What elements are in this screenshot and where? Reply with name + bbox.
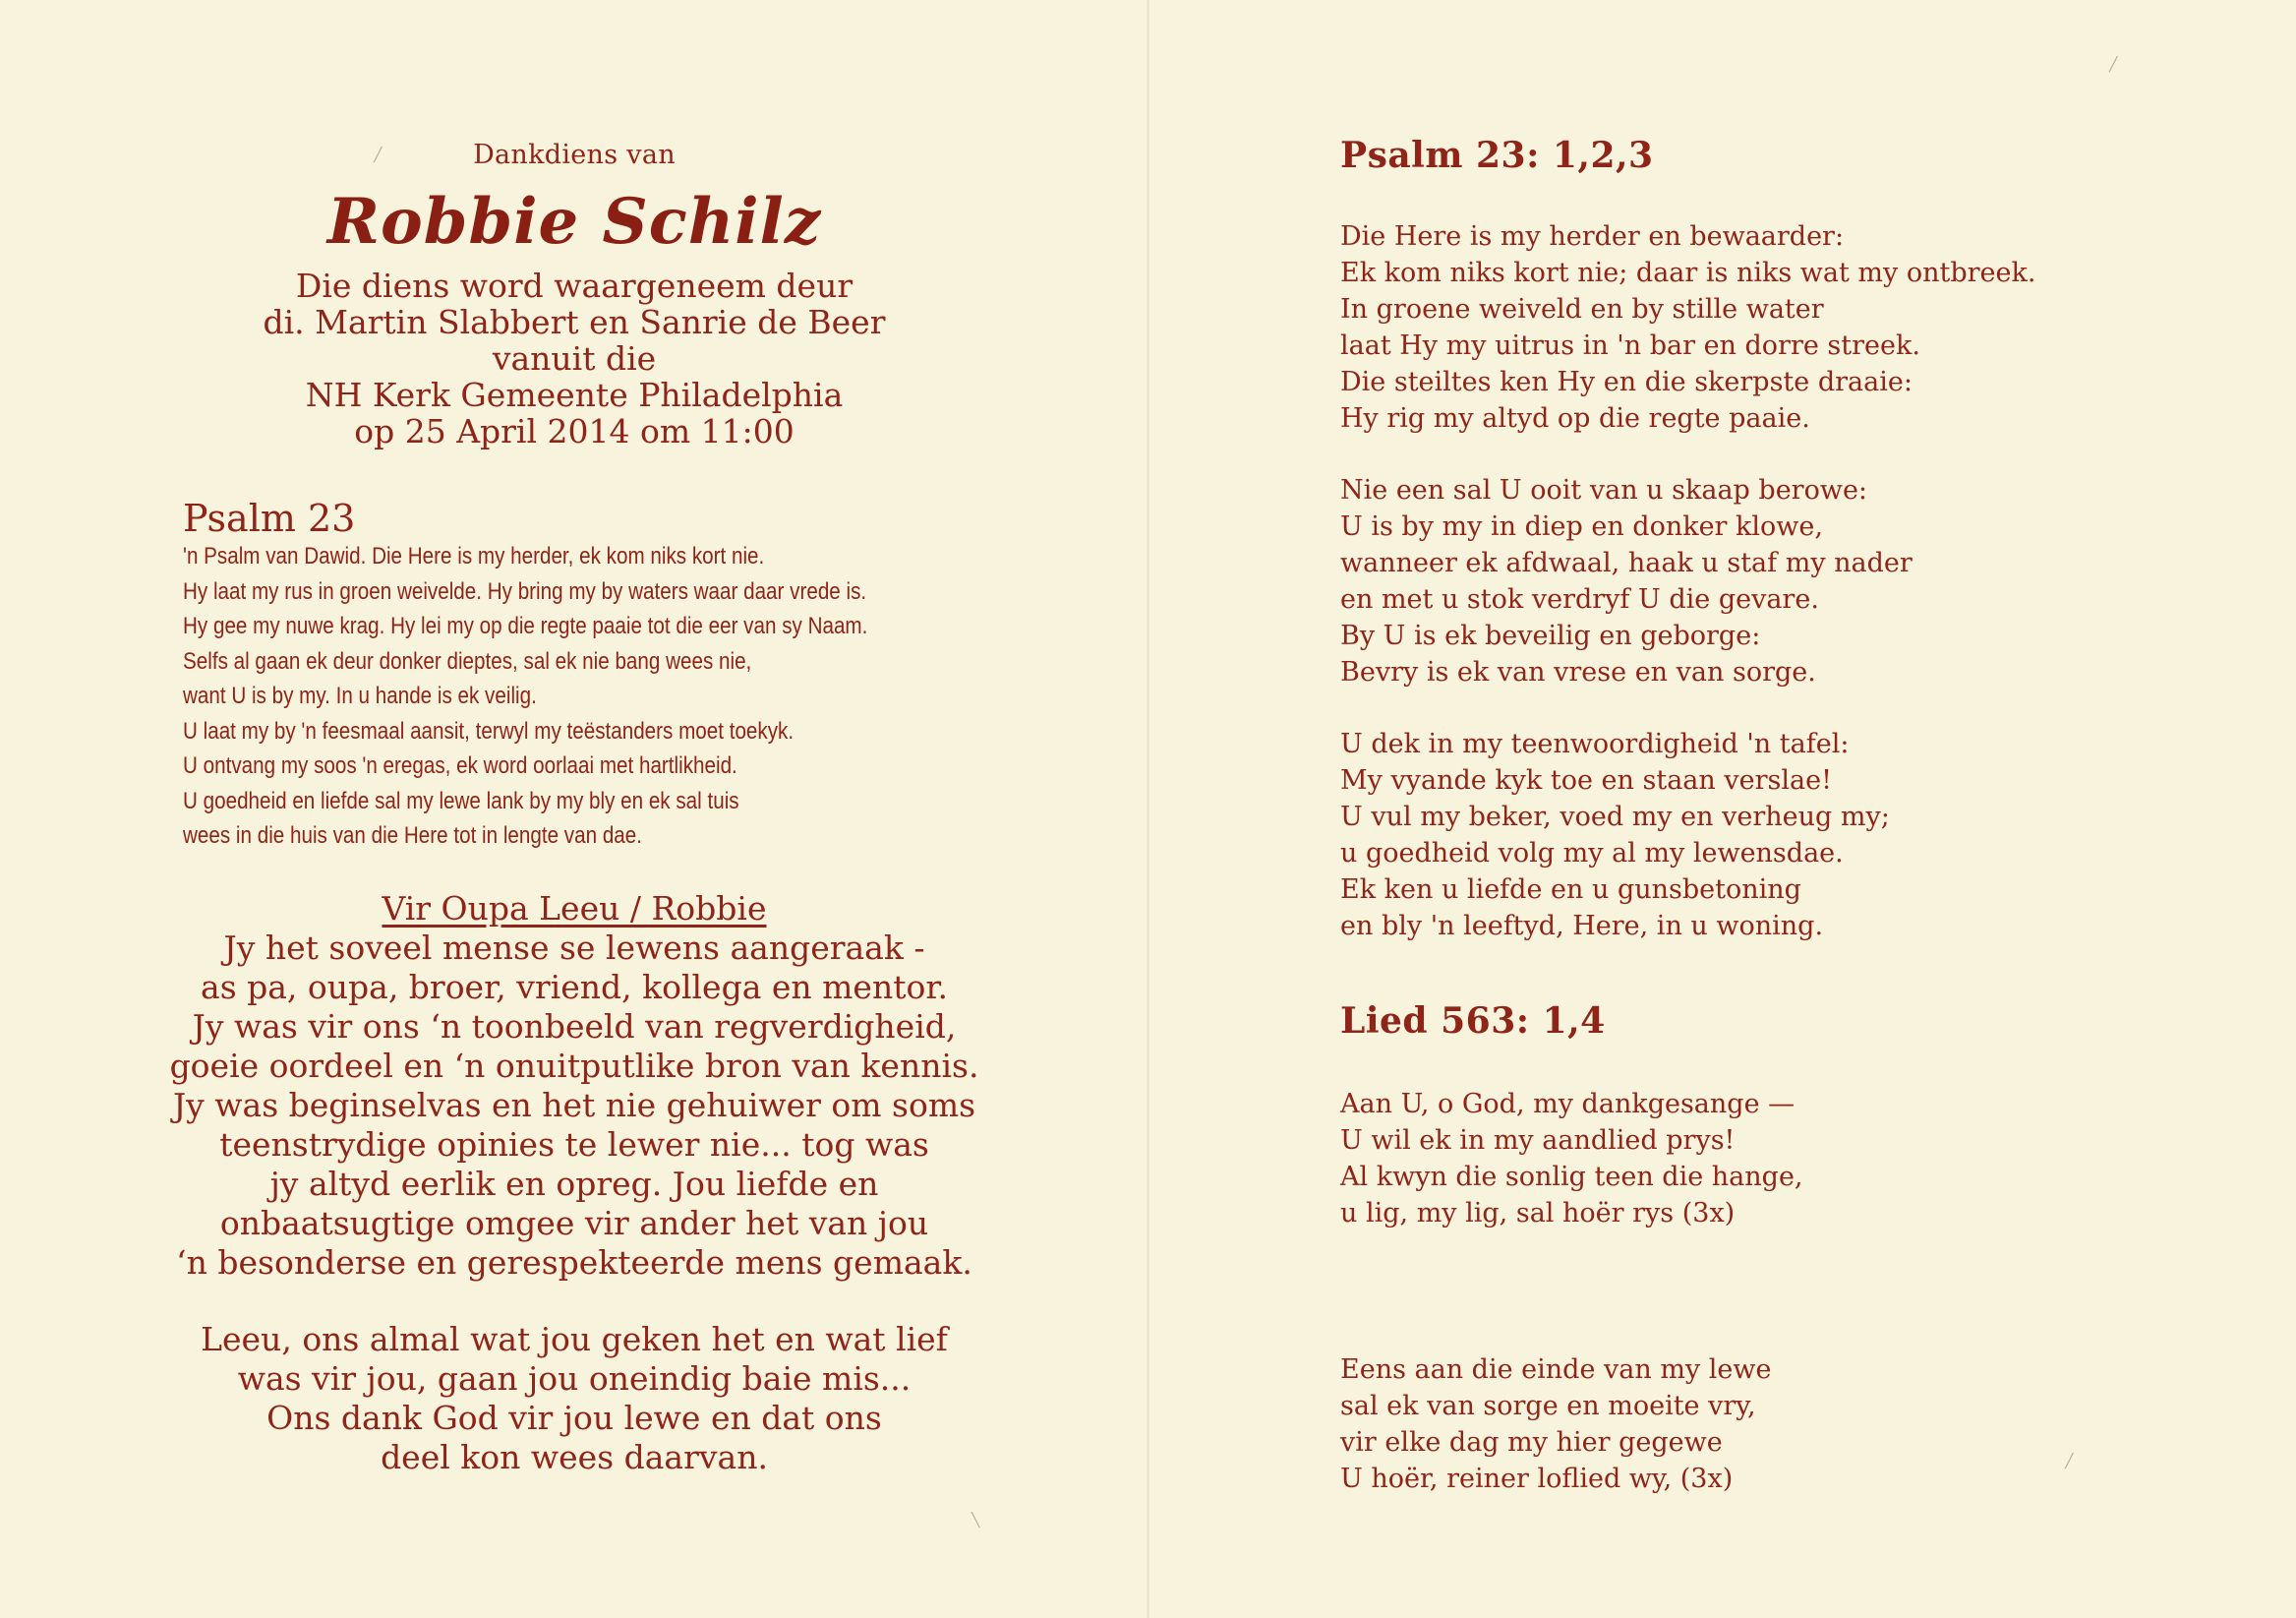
verse-line: Nie een sal U ooit van u skaap berowe: xyxy=(1340,475,1868,506)
hymn-verse xyxy=(1340,726,2127,944)
verse-line: U wil ek in my aandlied prys! xyxy=(1340,1125,1736,1156)
paper-fibre: ╱ xyxy=(2065,1454,2074,1469)
title-gap xyxy=(1340,1041,2127,1086)
verse-line: Die Here is my herder en bewaarder: xyxy=(1340,221,1845,252)
verse-line: U is by my in diep en donker klowe, xyxy=(1340,511,1823,542)
psalm-line: wees in die huis van die Here tot in lengte van dae. xyxy=(183,822,642,849)
service-line: Die diens word waargeneem deur xyxy=(295,267,854,305)
psalm-line: U ontvang my soos 'n eregas, ek word oorlaai met hartlikheid. xyxy=(183,752,737,779)
verse-line: wanneer ek afdwaal, haak u staf my nader xyxy=(1340,548,1913,578)
verse-line: Die steiltes ken Hy en die skerpste draaie: xyxy=(1340,367,1913,397)
verse-line: sal ek van sorge en moeite vry, xyxy=(1340,1391,1756,1421)
verse-line: Bevry is ek van vrese en van sorge. xyxy=(1340,657,1816,688)
tribute-line: Jy was beginselvas en het nie gehuiwer om soms xyxy=(172,1086,976,1124)
hymn-title: Lied 563: 1,4 xyxy=(1340,1000,1606,1042)
tribute-line: Jy was vir ons ‘n toonbeeld van regverdigheid, xyxy=(192,1007,957,1046)
service-kicker: Dankdiens van xyxy=(473,140,676,170)
verse-gap xyxy=(1340,1231,2127,1351)
tribute-line: goeie oordeel en ‘n onuitputlike bron van kennis. xyxy=(169,1047,979,1085)
psalm-text xyxy=(183,539,876,854)
tribute-line: Jy het soveel mense se lewens aangeraak - xyxy=(223,929,925,967)
verse-line: u goedheid volg my al my lewensdae. xyxy=(1340,838,1844,869)
psalm-title: Psalm 23 xyxy=(183,497,356,540)
hymn-lied-563 xyxy=(1340,1001,2127,1497)
verse-line: u lig, my lig, sal hoër rys (3x) xyxy=(1340,1198,1736,1228)
tribute-line: onbaatsugtige omgee vir ander het van jou xyxy=(219,1204,929,1242)
paper-fibre: ╱ xyxy=(2109,57,2118,73)
hymn-verse xyxy=(1340,1086,2127,1231)
title-gap xyxy=(1340,175,2127,218)
service-line: di. Martin Slabbert en Sanrie de Beer xyxy=(263,303,886,341)
tribute-line: Ons dank God vir jou lewe en dat ons xyxy=(266,1399,882,1437)
verse-line: Hy rig my altyd op die regte paaie. xyxy=(1340,403,1810,434)
verse-line: vir elke dag my hier gegewe xyxy=(1340,1427,1723,1458)
tribute-line: was vir jou, gaan jou oneindig baie mis... xyxy=(237,1359,912,1398)
tribute-line: jy altyd eerlik en opreg. Jou liefde en xyxy=(269,1165,879,1203)
service-details xyxy=(0,268,1148,449)
psalm-line: U goedheid en liefde sal my lewe lank by my bly en ek sal tuis xyxy=(183,787,739,814)
verse-line: Al kwyn die sonlig teen die hange, xyxy=(1340,1162,1803,1192)
tribute-line: ‘n besonderse en gerespekteerde mens gemaak. xyxy=(176,1243,972,1282)
paragraph-gap xyxy=(0,1283,1148,1320)
tribute-line: deel kon wees daarvan. xyxy=(381,1438,768,1476)
verse-line: Aan U, o God, my dankgesange — xyxy=(1340,1089,1796,1119)
hymn-verse xyxy=(1340,218,2127,437)
hymn-title: Psalm 23: 1,2,3 xyxy=(1340,135,1654,176)
psalm-line: 'n Psalm van Dawid. Die Here is my herder, ek kom niks kort nie. xyxy=(183,543,765,569)
tribute-line: teenstrydige opinies te lewer nie... tog was xyxy=(219,1125,929,1164)
psalm-line: U laat my by 'n feesmaal aansit, terwyl my teëstanders moet toekyk. xyxy=(183,717,795,745)
verse-line: U vul my beker, voed my en verheug my; xyxy=(1340,802,1890,832)
hymn-verse xyxy=(1340,1351,2127,1497)
verse-line: Ek kom niks kort nie; daar is niks wat my ontbreek. xyxy=(1340,258,2036,288)
deceased-name: Robbie Schilz xyxy=(326,185,822,259)
psalm-line: Hy laat my rus in groen weivelde. Hy bring my by waters waar daar vrede is. xyxy=(183,577,867,605)
verse-line: U dek in my teenwoordigheid 'n tafel: xyxy=(1340,729,1850,759)
tribute-line: Leeu, ons almal wat jou geken het en wat lief xyxy=(201,1320,948,1358)
hymn-psalm-23 xyxy=(1340,136,2127,944)
tribute-line: as pa, oupa, broer, vriend, kollega en mentor. xyxy=(201,968,948,1006)
tribute-title: Vir Oupa Leeu / Robbie xyxy=(382,889,767,928)
psalm-line: Selfs al gaan ek deur donker dieptes, sal ek nie bang wees nie, xyxy=(183,647,752,675)
verse-line: By U is ek beveilig en geborge: xyxy=(1340,621,1761,651)
tribute-closing xyxy=(0,1320,1148,1477)
verse-line: en met u stok verdryf U die gevare. xyxy=(1340,584,1819,615)
psalm-23-reading xyxy=(183,498,989,854)
verse-line: en bly 'n leeftyd, Here, in u woning. xyxy=(1340,911,1824,941)
verse-gap xyxy=(1340,690,2127,726)
verse-line: My vyande kyk toe en staan verslae! xyxy=(1340,765,1832,796)
verse-line: U hoër, reiner loflied wy, (3x) xyxy=(1340,1464,1734,1494)
tribute-section xyxy=(0,889,1148,1477)
service-line: NH Kerk Gemeente Philadelphia xyxy=(305,376,844,414)
paper-fibre: ╲ xyxy=(971,1513,980,1528)
verse-line: In groene weiveld en by stille water xyxy=(1340,294,1824,325)
psalm-line: want U is by my. In u hande is ek veilig. xyxy=(183,683,537,709)
service-line: op 25 April 2014 om 11:00 xyxy=(354,412,795,450)
tribute-paragraph xyxy=(0,929,1148,1283)
psalm-line: Hy gee my nuwe krag. Hy lei my op die regte paaie tot die eer van sy Naam. xyxy=(183,613,868,639)
paper-fibre: ╱ xyxy=(374,148,383,163)
verse-line: laat Hy my uitrus in 'n bar en dorre streek. xyxy=(1340,330,1920,361)
hymn-verse xyxy=(1340,472,2127,690)
verse-line: Eens aan die einde van my lewe xyxy=(1340,1354,1772,1385)
service-line: vanuit die xyxy=(492,339,657,378)
verse-line: Ek ken u liefde en u gunsbetoning xyxy=(1340,874,1801,905)
verse-gap xyxy=(1340,437,2127,472)
